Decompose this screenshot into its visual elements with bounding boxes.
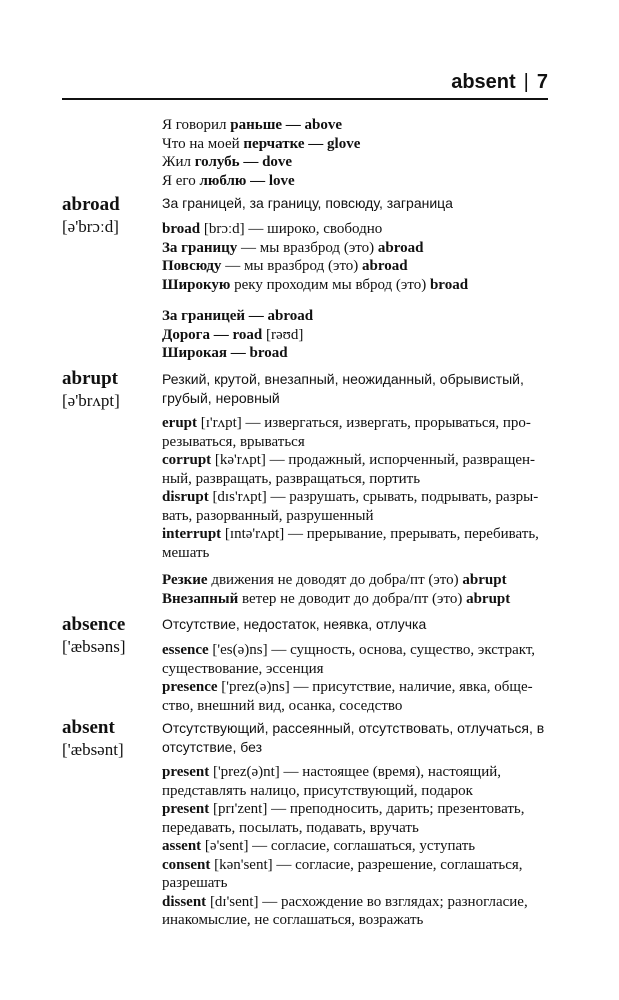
mnemonic-line: Я говорил раньше — above [162, 117, 343, 133]
definition-line: Резкий, крутой, внезапный, неожиданный, обрывистый, [162, 371, 524, 387]
mnemonic-line: Резкие движения не доводят до добра/пт (это) abrupt [162, 572, 507, 588]
related-line: ный, развращать, развращаться, портить [162, 470, 421, 487]
transcription: ['æbsənt] [62, 740, 124, 759]
definition-line: грубый, неровный [162, 389, 280, 406]
definition-line: отсутствие, без [162, 738, 262, 755]
mnemonic-line: Что на моей перчатке — glove [162, 135, 361, 152]
header-separator: | [523, 71, 529, 93]
entry-definition-abroad [162, 194, 552, 213]
entry-definition-abrupt [162, 370, 552, 407]
entry-headword-abroad [62, 194, 158, 237]
related-line: разрешать [162, 875, 228, 891]
transcription: [ə'brɔːd] [62, 217, 119, 236]
headword: abroad [62, 194, 120, 215]
related-line: За границу — мы вразброд (это) abroad [162, 239, 424, 256]
related-line: существование, эссенция [162, 660, 324, 677]
related-words-abrupt [162, 414, 552, 562]
related-line: резываться, врываться [162, 433, 305, 450]
transcription: ['æbsəns] [62, 637, 126, 656]
mnemonic-line: Я его люблю — love [162, 172, 295, 189]
entry-headword-abrupt [62, 368, 158, 411]
mnemonic-line: Жил голубь — dove [162, 154, 293, 170]
related-line: consent [kən'sent] — согласие, разрешение, соглашаться, [162, 856, 523, 873]
related-line: erupt [ɪ'rʌpt] — извергаться, извергать, прорываться, про- [162, 415, 531, 431]
related-line: assent [ə'sent] — согласие, соглашаться, уступать [162, 838, 476, 854]
related-line: инакомыслие, не соглашаться, возражать [162, 912, 424, 928]
headword: absent [62, 717, 115, 738]
related-line: broad [brɔːd] — широко, свободно [162, 221, 383, 237]
related-words-abroad [162, 220, 552, 294]
related-line: мешать [162, 544, 210, 561]
related-line: передавать, посылать, подавать, вручать [162, 819, 419, 836]
related-line: interrupt [ɪntə'rʌpt] — прерывание, прерывать, перебивать, [162, 526, 539, 542]
related-words-absence [162, 641, 552, 715]
related-line: corrupt [kə'rʌpt] — продажный, испорченный, развращен- [162, 452, 536, 468]
entry-definition-absent [162, 719, 552, 756]
related-line: present ['prez(ə)nt] — настоящее (время), настоящий, [162, 764, 502, 780]
headword: absence [62, 614, 126, 635]
mnemonic-line: За границей — abroad [162, 308, 314, 324]
related-line: dissent [dɪ'sent] — расхождение во взглядах; разногласие, [162, 893, 528, 910]
related-line: представлять налицо, присутствующий, подарок [162, 782, 473, 799]
related-line: essence ['es(ə)ns] — сущность, основа, существо, экстракт, [162, 642, 536, 658]
related-line: present [prɪ'zent] — преподносить, дарить; презентовать, [162, 801, 525, 817]
related-line: Широкую реку проходим мы вброд (это) broad [162, 276, 469, 293]
entry-definition-absence [162, 615, 552, 634]
mnemonic-block-abroad [162, 307, 552, 363]
related-line: Повсюду — мы вразброд (это) abroad [162, 258, 408, 274]
related-line: ство, внешний вид, осанка, соседство [162, 697, 403, 714]
mnemonic-line: Дорога — road [rəʊd] [162, 326, 304, 343]
definition-line: Отсутствие, недостаток, неявка, отлучка [162, 616, 427, 632]
mnemonic-line: Внезапный ветер не доводит до добра/пт (это) abrupt [162, 590, 511, 607]
entry-headword-absence [62, 614, 158, 657]
related-line: вать, разорванный, разрушенный [162, 507, 374, 524]
mnemonic-block-abrupt [162, 571, 552, 608]
entry-headword-absent [62, 717, 158, 760]
mnemonic-line: Широкая — broad [162, 345, 288, 361]
transcription: [ə'brʌpt] [62, 391, 120, 410]
definition-line: За границей, за границу, повсюду, заграница [162, 195, 453, 211]
related-line: presence ['prez(ə)ns] — присутствие, наличие, явка, обще- [162, 679, 533, 695]
related-line: disrupt [dɪs'rʌpt] — разрушать, срывать, подрывать, разры- [162, 489, 539, 505]
related-words-absent [162, 763, 552, 930]
headword: abrupt [62, 368, 118, 389]
running-header [62, 66, 548, 100]
header-word: absent [451, 71, 516, 93]
page-number: 7 [536, 71, 548, 93]
mnemonic-block-top [162, 116, 552, 190]
definition-line: Отсутствующий, рассеянный, отсутствовать, отлучаться, в [162, 720, 545, 736]
